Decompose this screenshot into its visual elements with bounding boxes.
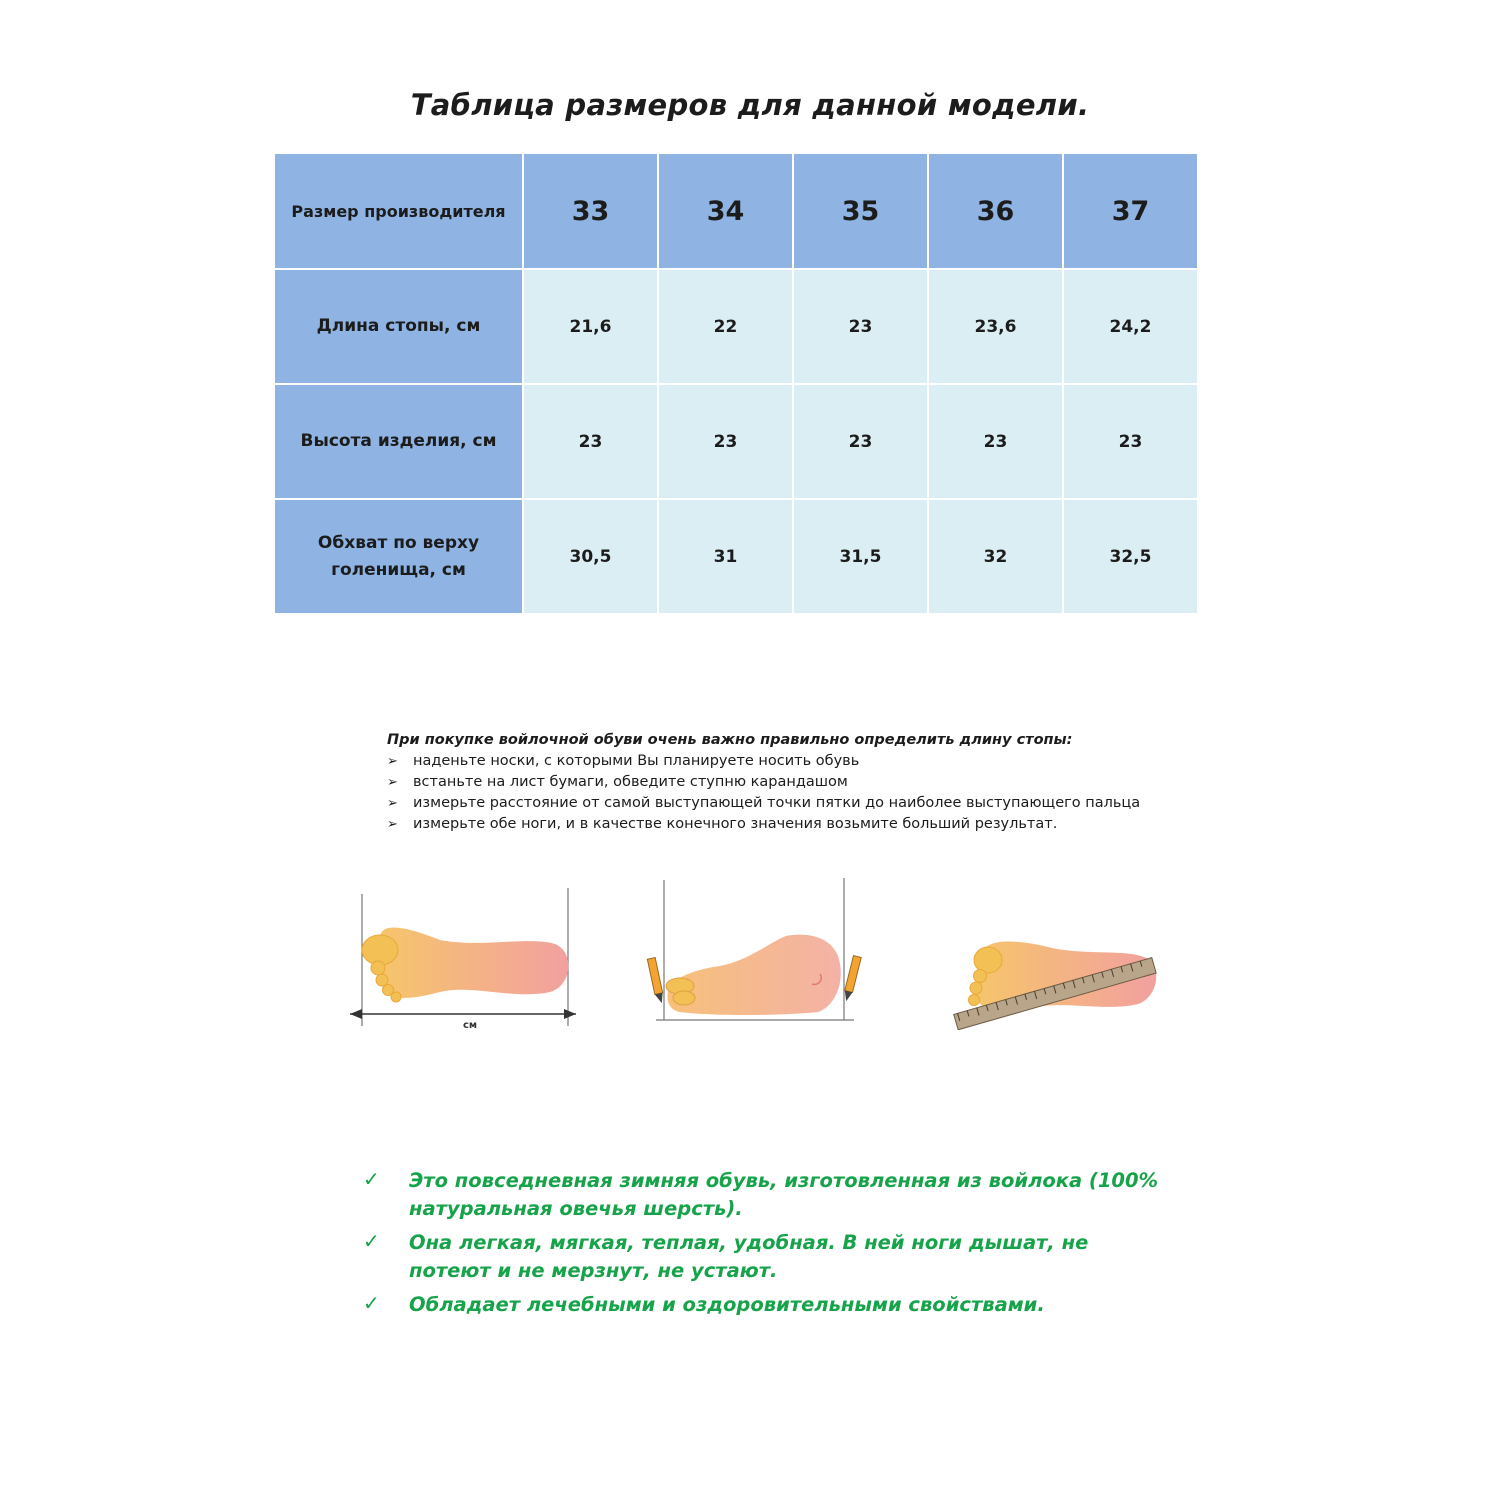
toe — [970, 982, 982, 994]
pencil-icon — [647, 958, 664, 1005]
value-cell: 31,5 — [793, 499, 928, 614]
value-cell: 32 — [928, 499, 1063, 614]
feature-text: Она легкая, мягкая, теплая, удобная. В ней ноги дышат, не потеют и не мерзнут, не устают. — [409, 1231, 1089, 1282]
list-item — [387, 772, 1147, 793]
value-cell: 30,5 — [523, 499, 658, 614]
feature-text: Обладает лечебными и оздоровительными свойствами. — [409, 1293, 1045, 1316]
check-icon: ✓ — [363, 1167, 380, 1191]
value-cell: 23 — [1063, 384, 1198, 499]
value-cell: 23 — [793, 269, 928, 384]
value-cell: 31 — [658, 499, 793, 614]
value-cell: 21,6 — [523, 269, 658, 384]
instructions-lead: При покупке войлочной обуви очень важно правильно определить длину стопы: — [387, 732, 1073, 748]
header-label-cell: Размер производителя — [274, 153, 523, 269]
list-item — [387, 814, 1147, 835]
toe — [391, 992, 401, 1002]
foot-side-pencil-illustration — [640, 870, 870, 1030]
size-table — [273, 152, 1199, 615]
size-cell: 34 — [658, 153, 793, 269]
page-title: Таблица размеров для данной модели. — [410, 88, 1090, 122]
size-cell: 33 — [523, 153, 658, 269]
list-item — [363, 1291, 1163, 1319]
foot-side-shape — [668, 935, 841, 1015]
value-cell: 24,2 — [1063, 269, 1198, 384]
pencil-icon — [842, 956, 861, 1003]
toe — [376, 974, 388, 986]
row-label-foot-length: Длина стопы, см — [274, 269, 523, 384]
step-text: встаньте на лист бумаги, обведите ступню карандашом — [413, 774, 848, 790]
arrow-right-icon — [564, 1009, 576, 1019]
unit-label: см — [462, 1020, 478, 1031]
big-toe — [362, 935, 398, 965]
value-cell: 23 — [658, 384, 793, 499]
size-cell: 35 — [793, 153, 928, 269]
instructions-list — [387, 751, 1147, 835]
feature-text: Это повседневная зимняя обувь, изготовленная из войлока (100% натуральная овечья шерсть). — [409, 1169, 1159, 1220]
value-cell: 23 — [793, 384, 928, 499]
list-item — [387, 793, 1147, 814]
toe — [969, 995, 980, 1006]
arrow-bullet-icon: ➢ — [387, 775, 398, 790]
row-label-height: Высота изделия, см — [274, 384, 523, 499]
check-icon: ✓ — [363, 1291, 380, 1315]
measurement-instructions — [387, 730, 1147, 835]
value-cell: 23,6 — [928, 269, 1063, 384]
row-label-girth — [274, 499, 523, 614]
toe — [974, 970, 987, 983]
list-item — [363, 1167, 1163, 1223]
list-item — [363, 1229, 1163, 1285]
table-row — [274, 384, 1198, 499]
big-toe — [974, 947, 1002, 973]
arrow-bullet-icon: ➢ — [387, 754, 398, 769]
check-icon: ✓ — [363, 1229, 380, 1253]
step-text: измерьте расстояние от самой выступающей точки пятки до наиболее выступающего пальца — [413, 795, 1141, 811]
size-cell: 36 — [928, 153, 1063, 269]
toe — [673, 991, 695, 1005]
value-cell: 32,5 — [1063, 499, 1198, 614]
arrow-left-icon — [350, 1009, 362, 1019]
foot-ruler-illustration — [942, 930, 1167, 1030]
table-header-row — [274, 153, 1198, 269]
foot-sole-measure-illustration — [340, 880, 590, 1040]
arrow-bullet-icon: ➢ — [387, 796, 398, 811]
table-row — [274, 499, 1198, 614]
arrow-bullet-icon: ➢ — [387, 817, 398, 832]
list-item — [387, 751, 1147, 772]
step-text: наденьте носки, с которыми Вы планируете носить обувь — [413, 753, 860, 769]
step-text: измерьте обе ноги, и в качестве конечного значения возьмите больший результат. — [413, 816, 1058, 832]
value-cell: 23 — [928, 384, 1063, 499]
value-cell: 23 — [523, 384, 658, 499]
size-cell: 37 — [1063, 153, 1198, 269]
foot-sole-shape — [380, 927, 568, 997]
table-row — [274, 269, 1198, 384]
toe — [371, 961, 385, 975]
row-label-girth-text: Обхват по верху голенища, см — [317, 532, 480, 580]
feature-list — [363, 1167, 1163, 1325]
value-cell: 22 — [658, 269, 793, 384]
